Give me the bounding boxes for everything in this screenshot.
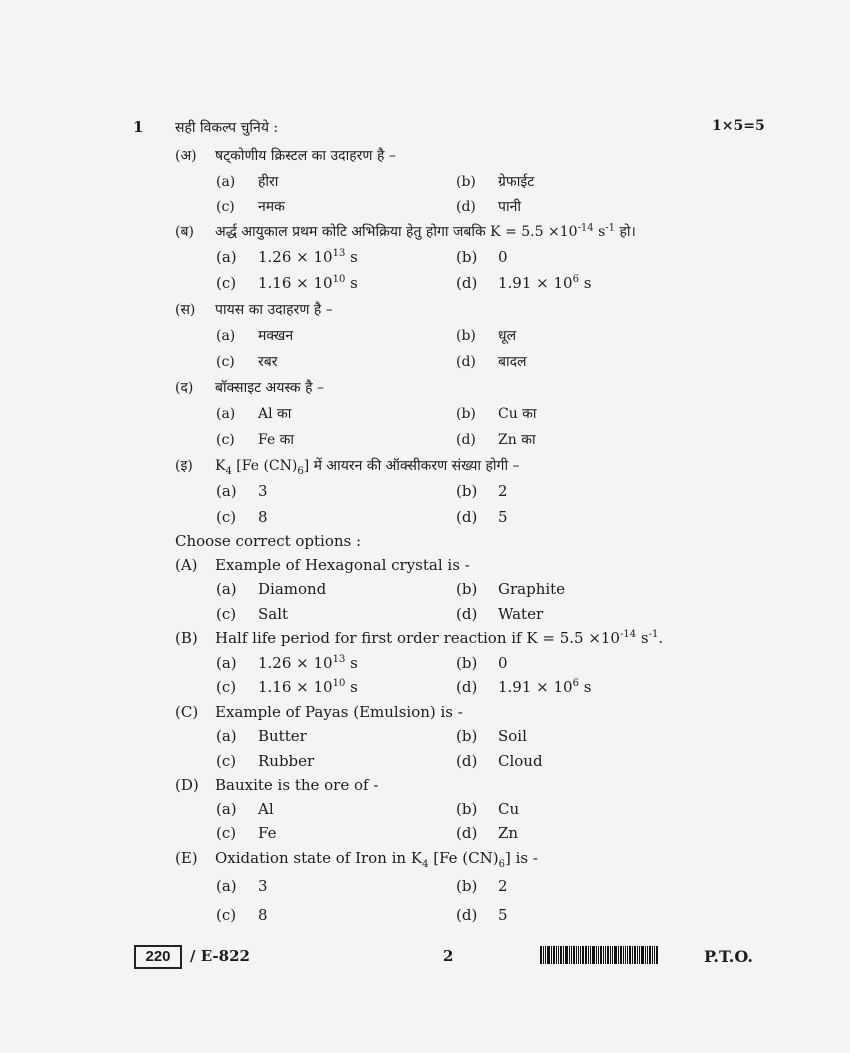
option-c: (c) Fe	[216, 824, 277, 842]
option-c: (c) 8	[216, 508, 268, 526]
paper-code: / E-822	[190, 947, 250, 965]
option-b: (b) ग्रेफाईट	[456, 174, 535, 190]
option-b: (b) 2	[456, 482, 508, 500]
option-b: (b) Soil	[456, 727, 527, 745]
option-c: (c) नमक	[216, 199, 285, 215]
hindi-instruction: सही विकल्प चुनिये :	[175, 120, 279, 136]
hindi-question-b: (ब) अर्द्ध आयुकाल प्रथम कोटि अभिक्रिया हेतु होगा जबकि $K = 5.5 \times 10^{-14}$ $s^{-1}$ हो।	[175, 222, 636, 240]
option-b: (b) धूल	[456, 328, 517, 344]
marks-label: 1×5=5	[712, 118, 765, 134]
page-number: 2	[443, 947, 454, 965]
option-d: (d) Zn का	[456, 432, 536, 448]
english-question-c: (C) Example of Payas (Emulsion) is -	[175, 703, 463, 721]
option-c: (c) Rubber	[216, 752, 315, 770]
option-d: (d) $1.91 \times 10^6$ s	[456, 678, 592, 696]
option-a: (a) Diamond	[216, 580, 327, 598]
option-d: (d) Cloud	[456, 752, 543, 770]
hindi-question-c: (स) पायस का उदाहरण है –	[175, 302, 333, 318]
option-b: (b) Graphite	[456, 580, 566, 598]
option-c: (c) 8	[216, 906, 268, 924]
english-question-d: (D) Bauxite is the ore of -	[175, 776, 379, 794]
option-d: (d) $1.91 \times 10^6$ s	[456, 274, 592, 292]
option-c: (c) $1.16 \times 10^{10}$ s	[216, 678, 358, 696]
option-b: (b) Cu	[456, 800, 520, 818]
english-instruction: Choose correct options :	[175, 532, 362, 550]
option-a: (a) Al	[216, 800, 274, 818]
hindi-question-a	[175, 146, 396, 165]
option-a: (a) मक्खन	[216, 328, 294, 344]
question-text: षट्कोणीय क्रिस्टल का उदाहरण है –	[215, 148, 396, 164]
option-b: (b) 0	[456, 654, 508, 672]
option-a: (a) $1.26 \times 10^{13}$ s	[216, 654, 358, 672]
barcode	[540, 946, 686, 964]
option-a: (a) 3	[216, 482, 268, 500]
english-question-e: (E) Oxidation state of Iron in $K_4$ [Fe $(CN)_6$] is -	[175, 849, 538, 870]
option-b: (b) 2	[456, 877, 508, 895]
option-b: (b) 0	[456, 248, 508, 266]
option-a: (a) 3	[216, 877, 268, 895]
option-d: (d) 5	[456, 508, 508, 526]
option-a: (a) Al का	[216, 406, 292, 422]
option-b: (b) Cu का	[456, 406, 537, 422]
option-d: (d) बादल	[456, 354, 527, 370]
option-a: (a) Butter	[216, 727, 307, 745]
option-d: (d) Zn	[456, 824, 519, 842]
booklet-code-box: 220	[134, 945, 182, 969]
english-question-a: (A) Example of Hexagonal crystal is -	[175, 556, 470, 574]
question-label: (अ)	[175, 148, 197, 164]
option-c: (c) रबर	[216, 354, 278, 370]
english-question-b: (B) Half life period for first order reaction if $K = 5.5 \times 10^{-14}$ $s^{-1}$.	[175, 629, 664, 647]
option-a: (a) $1.26 \times 10^{13}$ s	[216, 248, 358, 266]
option-d: (d) 5	[456, 906, 508, 924]
option-d: (d) Water	[456, 605, 544, 623]
hindi-question-d: (द) बॉक्साइट अयस्क है –	[175, 380, 324, 396]
option-c: (c) Salt	[216, 605, 289, 623]
option-c: (c) $1.16 \times 10^{10}$ s	[216, 274, 358, 292]
hindi-question-e: (इ) $K_4$ [Fe $(CN)_6$] में आयरन की ऑक्सीकरण संख्या होगी –	[175, 458, 520, 477]
option-a: (a) हीरा	[216, 174, 279, 190]
option-c: (c) Fe का	[216, 432, 295, 448]
question-number: 1	[133, 118, 144, 136]
pto-label: P.T.O.	[704, 947, 753, 966]
option-d: (d) पानी	[456, 199, 521, 215]
